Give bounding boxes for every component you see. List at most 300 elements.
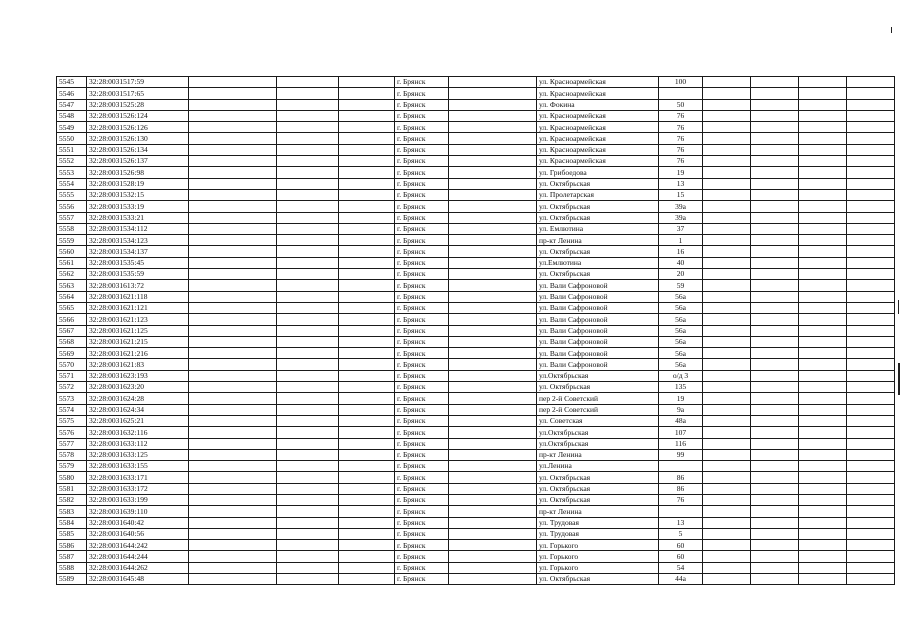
cadastral-number-cell: 32:28:0031644:242 <box>87 540 189 551</box>
empty-cell <box>703 325 751 336</box>
empty-cell <box>339 382 395 393</box>
empty-cell <box>339 449 395 460</box>
cadastral-number-cell: 32:28:0031534:137 <box>87 246 189 257</box>
city-cell: г. Брянск <box>395 291 449 302</box>
row-number-cell: 5582 <box>57 494 87 505</box>
street-cell: пр-кт Ленина <box>537 235 659 246</box>
empty-cell <box>339 110 395 121</box>
empty-cell <box>277 201 339 212</box>
empty-cell <box>751 77 799 88</box>
row-number-cell: 5589 <box>57 574 87 585</box>
empty-cell <box>703 370 751 381</box>
empty-cell <box>339 494 395 505</box>
empty-cell <box>189 314 277 325</box>
empty-cell <box>449 540 537 551</box>
empty-cell <box>189 122 277 133</box>
house-number-cell: 56а <box>659 314 703 325</box>
row-number-cell: 5556 <box>57 201 87 212</box>
empty-cell <box>277 472 339 483</box>
row-number-cell: 5587 <box>57 551 87 562</box>
cadastral-number-cell: 32:28:0031533:19 <box>87 201 189 212</box>
street-cell: пер 2-й Советский <box>537 404 659 415</box>
house-number-cell: 15 <box>659 189 703 200</box>
city-cell: г. Брянск <box>395 551 449 562</box>
empty-cell <box>277 167 339 178</box>
empty-cell <box>277 291 339 302</box>
row-number-cell: 5581 <box>57 483 87 494</box>
street-cell: ул. Красноармейская <box>537 77 659 88</box>
street-cell: ул.Ленина <box>537 461 659 472</box>
empty-cell <box>189 88 277 99</box>
empty-cell <box>189 483 277 494</box>
empty-cell <box>339 246 395 257</box>
house-number-cell: 60 <box>659 540 703 551</box>
empty-cell <box>189 404 277 415</box>
cadastral-number-cell: 32:28:0031526:134 <box>87 144 189 155</box>
row-number-cell: 5563 <box>57 280 87 291</box>
empty-cell <box>751 540 799 551</box>
street-cell: ул. Октябрьская <box>537 269 659 280</box>
empty-cell <box>799 359 847 370</box>
empty-cell <box>751 246 799 257</box>
row-number-cell: 5572 <box>57 382 87 393</box>
empty-cell <box>799 235 847 246</box>
empty-cell <box>799 302 847 313</box>
empty-cell <box>277 246 339 257</box>
cadastral-number-cell: 32:28:0031633:199 <box>87 494 189 505</box>
table-row <box>57 461 895 472</box>
empty-cell <box>751 472 799 483</box>
cadastral-number-cell: 32:28:0031526:137 <box>87 156 189 167</box>
table-body <box>57 77 895 585</box>
house-number-cell: 48а <box>659 415 703 426</box>
empty-cell <box>449 223 537 234</box>
empty-cell <box>339 77 395 88</box>
empty-cell <box>751 348 799 359</box>
cadastral-number-cell: 32:28:0031625:21 <box>87 415 189 426</box>
table-row <box>57 133 895 144</box>
empty-cell <box>751 393 799 404</box>
house-number-cell: 56а <box>659 348 703 359</box>
city-cell: г. Брянск <box>395 325 449 336</box>
empty-cell <box>277 551 339 562</box>
empty-cell <box>847 517 895 528</box>
row-number-cell: 5585 <box>57 528 87 539</box>
row-number-cell: 5578 <box>57 449 87 460</box>
house-number-cell: 76 <box>659 122 703 133</box>
empty-cell <box>847 77 895 88</box>
row-number-cell: 5573 <box>57 393 87 404</box>
empty-cell <box>703 551 751 562</box>
table-row <box>57 122 895 133</box>
empty-cell <box>449 461 537 472</box>
empty-cell <box>339 393 395 404</box>
table-row <box>57 99 895 110</box>
table-row <box>57 189 895 200</box>
empty-cell <box>449 280 537 291</box>
empty-cell <box>449 291 537 302</box>
house-number-cell: 76 <box>659 494 703 505</box>
empty-cell <box>277 235 339 246</box>
empty-cell <box>189 156 277 167</box>
table-row <box>57 359 895 370</box>
empty-cell <box>449 359 537 370</box>
empty-cell <box>449 257 537 268</box>
row-number-cell: 5576 <box>57 427 87 438</box>
house-number-cell: 76 <box>659 144 703 155</box>
city-cell: г. Брянск <box>395 314 449 325</box>
empty-cell <box>703 99 751 110</box>
city-cell: г. Брянск <box>395 246 449 257</box>
city-cell: г. Брянск <box>395 517 449 528</box>
empty-cell <box>751 280 799 291</box>
empty-cell <box>449 156 537 167</box>
empty-cell <box>703 178 751 189</box>
empty-cell <box>799 269 847 280</box>
empty-cell <box>339 212 395 223</box>
table-row <box>57 393 895 404</box>
house-number-cell: 56а <box>659 359 703 370</box>
empty-cell <box>751 370 799 381</box>
empty-cell <box>449 77 537 88</box>
row-number-cell: 5586 <box>57 540 87 551</box>
cadastral-number-cell: 32:28:0031517:59 <box>87 77 189 88</box>
empty-cell <box>277 77 339 88</box>
empty-cell <box>277 178 339 189</box>
city-cell: г. Брянск <box>395 122 449 133</box>
empty-cell <box>703 257 751 268</box>
empty-cell <box>277 359 339 370</box>
empty-cell <box>449 314 537 325</box>
empty-cell <box>277 517 339 528</box>
empty-cell <box>703 110 751 121</box>
table-row <box>57 88 895 99</box>
house-number-cell: 107 <box>659 427 703 438</box>
empty-cell <box>339 370 395 381</box>
empty-cell <box>339 336 395 347</box>
house-number-cell: 50 <box>659 99 703 110</box>
table-row <box>57 540 895 551</box>
empty-cell <box>847 302 895 313</box>
empty-cell <box>751 291 799 302</box>
empty-cell <box>751 212 799 223</box>
table-row <box>57 235 895 246</box>
empty-cell <box>449 302 537 313</box>
empty-cell <box>847 415 895 426</box>
street-cell: ул. Грибоедова <box>537 167 659 178</box>
cadastral-number-cell: 32:28:0031621:215 <box>87 336 189 347</box>
empty-cell <box>703 494 751 505</box>
city-cell: г. Брянск <box>395 393 449 404</box>
street-cell: ул. Фокина <box>537 99 659 110</box>
empty-cell <box>751 88 799 99</box>
empty-cell <box>703 574 751 585</box>
empty-cell <box>449 370 537 381</box>
street-cell: ул. Красноармейская <box>537 144 659 155</box>
empty-cell <box>449 212 537 223</box>
empty-cell <box>339 562 395 573</box>
empty-cell <box>799 88 847 99</box>
empty-cell <box>189 517 277 528</box>
row-number-cell: 5568 <box>57 336 87 347</box>
empty-cell <box>449 348 537 359</box>
empty-cell <box>847 574 895 585</box>
row-number-cell: 5565 <box>57 302 87 313</box>
empty-cell <box>751 99 799 110</box>
empty-cell <box>703 302 751 313</box>
empty-cell <box>703 427 751 438</box>
table-row <box>57 325 895 336</box>
cadastral-number-cell: 32:28:0031645:48 <box>87 574 189 585</box>
table-row <box>57 438 895 449</box>
street-cell: ул. Октябрьская <box>537 472 659 483</box>
city-cell: г. Брянск <box>395 167 449 178</box>
empty-cell <box>751 449 799 460</box>
empty-cell <box>847 223 895 234</box>
row-number-cell: 5569 <box>57 348 87 359</box>
row-number-cell: 5546 <box>57 88 87 99</box>
city-cell: г. Брянск <box>395 133 449 144</box>
empty-cell <box>847 336 895 347</box>
empty-cell <box>799 314 847 325</box>
empty-cell <box>847 314 895 325</box>
empty-cell <box>799 415 847 426</box>
empty-cell <box>751 122 799 133</box>
cadastral-number-cell: 32:28:0031623:193 <box>87 370 189 381</box>
empty-cell <box>799 110 847 121</box>
cadastral-number-cell: 32:28:0031525:28 <box>87 99 189 110</box>
street-cell: ул. Октябрьская <box>537 494 659 505</box>
empty-cell <box>703 314 751 325</box>
empty-cell <box>449 472 537 483</box>
empty-cell <box>703 336 751 347</box>
city-cell: г. Брянск <box>395 483 449 494</box>
street-cell: ул. Вали Сафроновой <box>537 291 659 302</box>
empty-cell <box>703 201 751 212</box>
empty-cell <box>189 528 277 539</box>
empty-cell <box>189 461 277 472</box>
table-row <box>57 178 895 189</box>
street-cell: ул. Октябрьская <box>537 382 659 393</box>
empty-cell <box>449 325 537 336</box>
street-cell: ул.Октябрьская <box>537 438 659 449</box>
house-number-cell: 39а <box>659 201 703 212</box>
city-cell: г. Брянск <box>395 77 449 88</box>
empty-cell <box>277 528 339 539</box>
empty-cell <box>189 506 277 517</box>
house-number-cell: 56а <box>659 336 703 347</box>
house-number-cell: 19 <box>659 393 703 404</box>
empty-cell <box>847 562 895 573</box>
empty-cell <box>751 156 799 167</box>
row-number-cell: 5547 <box>57 99 87 110</box>
empty-cell <box>449 246 537 257</box>
street-cell: ул.Октябрьская <box>537 370 659 381</box>
street-cell: ул. Октябрьская <box>537 212 659 223</box>
street-cell: ул. Красноармейская <box>537 133 659 144</box>
empty-cell <box>189 438 277 449</box>
street-cell: ул. Красноармейская <box>537 122 659 133</box>
row-number-cell: 5574 <box>57 404 87 415</box>
empty-cell <box>339 133 395 144</box>
street-cell: ул. Октябрьская <box>537 178 659 189</box>
empty-cell <box>189 144 277 155</box>
empty-cell <box>277 574 339 585</box>
empty-cell <box>189 472 277 483</box>
empty-cell <box>799 212 847 223</box>
table-row <box>57 77 895 88</box>
empty-cell <box>703 506 751 517</box>
table-row <box>57 506 895 517</box>
city-cell: г. Брянск <box>395 370 449 381</box>
empty-cell <box>277 494 339 505</box>
row-number-cell: 5545 <box>57 77 87 88</box>
empty-cell <box>847 144 895 155</box>
empty-cell <box>847 167 895 178</box>
empty-cell <box>751 404 799 415</box>
empty-cell <box>751 336 799 347</box>
empty-cell <box>277 427 339 438</box>
cadastral-number-cell: 32:28:0031517:65 <box>87 88 189 99</box>
city-cell: г. Брянск <box>395 110 449 121</box>
empty-cell <box>277 212 339 223</box>
empty-cell <box>189 201 277 212</box>
empty-cell <box>339 404 395 415</box>
empty-cell <box>277 144 339 155</box>
empty-cell <box>751 427 799 438</box>
street-cell: ул. Октябрьская <box>537 201 659 212</box>
empty-cell <box>189 223 277 234</box>
house-number-cell: 76 <box>659 133 703 144</box>
empty-cell <box>449 99 537 110</box>
empty-cell <box>189 382 277 393</box>
empty-cell <box>703 212 751 223</box>
table-row <box>57 517 895 528</box>
empty-cell <box>703 517 751 528</box>
city-cell: г. Брянск <box>395 223 449 234</box>
row-number-cell: 5553 <box>57 167 87 178</box>
house-number-cell: 86 <box>659 483 703 494</box>
empty-cell <box>799 393 847 404</box>
cadastral-number-cell: 32:28:0031621:216 <box>87 348 189 359</box>
empty-cell <box>751 178 799 189</box>
empty-cell <box>449 144 537 155</box>
house-number-cell: 135 <box>659 382 703 393</box>
empty-cell <box>799 483 847 494</box>
cadastral-number-cell: 32:28:0031534:123 <box>87 235 189 246</box>
empty-cell <box>449 506 537 517</box>
street-cell: ул. Горького <box>537 562 659 573</box>
row-number-cell: 5552 <box>57 156 87 167</box>
empty-cell <box>339 235 395 246</box>
empty-cell <box>189 178 277 189</box>
empty-cell <box>847 212 895 223</box>
table-row <box>57 528 895 539</box>
empty-cell <box>703 359 751 370</box>
empty-cell <box>339 483 395 494</box>
cadastral-number-cell: 32:28:0031532:15 <box>87 189 189 200</box>
empty-cell <box>277 438 339 449</box>
empty-cell <box>847 359 895 370</box>
cadastral-number-cell: 32:28:0031535:45 <box>87 257 189 268</box>
row-number-cell: 5549 <box>57 122 87 133</box>
city-cell: г. Брянск <box>395 280 449 291</box>
empty-cell <box>339 291 395 302</box>
street-cell: ул. Вали Сафроновой <box>537 325 659 336</box>
table-row <box>57 314 895 325</box>
empty-cell <box>703 88 751 99</box>
table-row <box>57 336 895 347</box>
cadastral-number-cell: 32:28:0031644:262 <box>87 562 189 573</box>
empty-cell <box>189 562 277 573</box>
street-cell: ул. Вали Сафроновой <box>537 336 659 347</box>
empty-cell <box>751 325 799 336</box>
table-row <box>57 562 895 573</box>
table-row <box>57 246 895 257</box>
empty-cell <box>799 167 847 178</box>
empty-cell <box>277 506 339 517</box>
empty-cell <box>799 133 847 144</box>
city-cell: г. Брянск <box>395 472 449 483</box>
empty-cell <box>339 427 395 438</box>
property-register-table <box>56 76 895 585</box>
city-cell: г. Брянск <box>395 540 449 551</box>
empty-cell <box>449 528 537 539</box>
empty-cell <box>339 359 395 370</box>
house-number-cell: 20 <box>659 269 703 280</box>
empty-cell <box>799 517 847 528</box>
empty-cell <box>799 246 847 257</box>
cadastral-number-cell: 32:28:0031633:125 <box>87 449 189 460</box>
row-number-cell: 5550 <box>57 133 87 144</box>
cadastral-number-cell: 32:28:0031621:123 <box>87 314 189 325</box>
table-row <box>57 449 895 460</box>
house-number-cell: 1 <box>659 235 703 246</box>
empty-cell <box>847 461 895 472</box>
empty-cell <box>339 528 395 539</box>
cadastral-number-cell: 32:28:0031621:125 <box>87 325 189 336</box>
empty-cell <box>799 494 847 505</box>
street-cell: ул. Советская <box>537 415 659 426</box>
empty-cell <box>277 314 339 325</box>
empty-cell <box>277 393 339 404</box>
cadastral-number-cell: 32:28:0031624:28 <box>87 393 189 404</box>
table-row <box>57 551 895 562</box>
house-number-cell: 99 <box>659 449 703 460</box>
empty-cell <box>703 449 751 460</box>
row-number-cell: 5562 <box>57 269 87 280</box>
cadastral-number-cell: 32:28:0031533:21 <box>87 212 189 223</box>
empty-cell <box>277 370 339 381</box>
empty-cell <box>847 449 895 460</box>
row-number-cell: 5561 <box>57 257 87 268</box>
empty-cell <box>703 562 751 573</box>
empty-cell <box>751 517 799 528</box>
row-number-cell: 5554 <box>57 178 87 189</box>
empty-cell <box>339 189 395 200</box>
empty-cell <box>799 427 847 438</box>
empty-cell <box>703 189 751 200</box>
city-cell: г. Брянск <box>395 201 449 212</box>
empty-cell <box>847 189 895 200</box>
empty-cell <box>189 110 277 121</box>
empty-cell <box>751 506 799 517</box>
empty-cell <box>189 336 277 347</box>
empty-cell <box>799 404 847 415</box>
empty-cell <box>751 415 799 426</box>
city-cell: г. Брянск <box>395 99 449 110</box>
empty-cell <box>277 110 339 121</box>
